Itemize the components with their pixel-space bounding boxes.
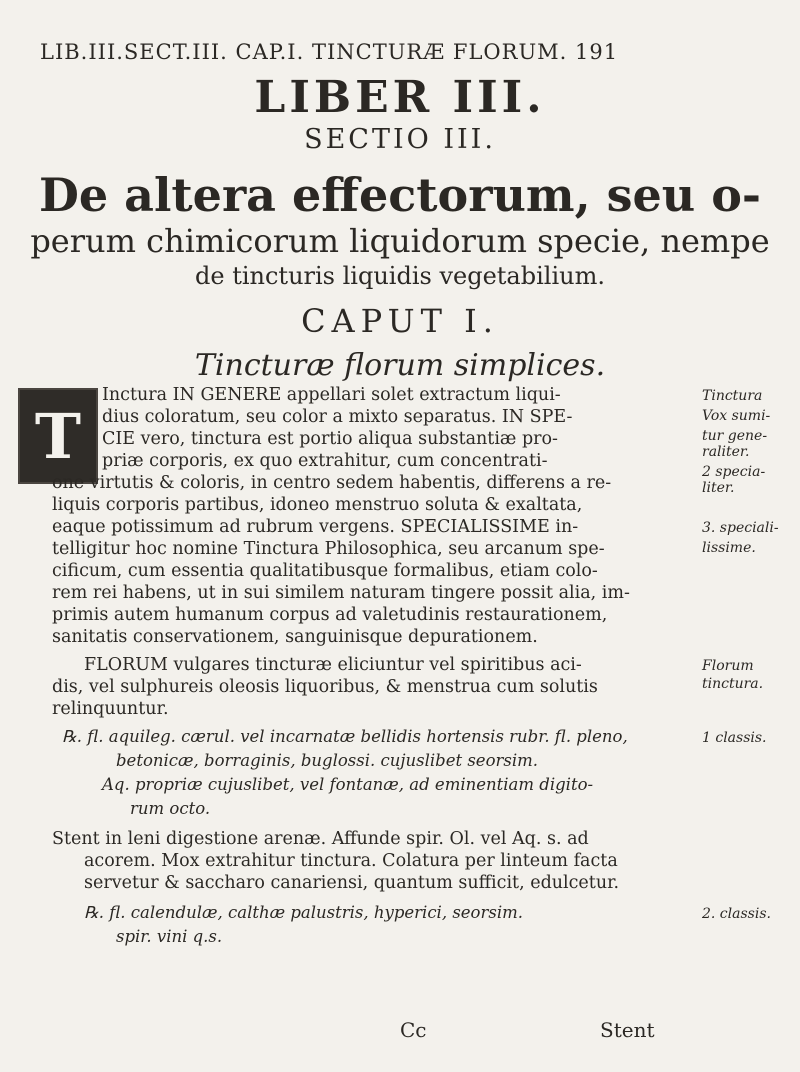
margin-note: tur gene-	[702, 428, 768, 444]
body-line: relinquuntur.	[52, 699, 169, 719]
margin-note: liter.	[702, 480, 735, 496]
body-line: FLORUM vulgares tincturæ eliciuntur vel spiritibus aci-	[84, 655, 582, 675]
body-line: dis, vel sulphureis oleosis liquoribus, & menstrua cum solutis	[52, 677, 598, 697]
body-line: rem rei habens, ut in sui similem naturam tingere possit alia, im-	[52, 583, 630, 603]
chapter-heading: CAPUT I.	[301, 302, 499, 340]
body-line: Stent in leni digestione arenæ. Affunde spir. Ol. vel Aq. s. ad	[52, 829, 589, 849]
body-line: sanitatis conservationem, sanguinisque depurationem.	[52, 627, 538, 647]
body-line: dius coloratum, seu color a mixto separatus. IN SPE-	[102, 407, 573, 427]
recipe-line: ℞. fl. calendulæ, calthæ palustris, hyperici, seorsim.	[84, 903, 524, 922]
catchword: Stent	[600, 1018, 655, 1042]
recipe-line: spir. vini q.s.	[116, 927, 223, 946]
recipe-line: ℞. fl. aquileg. cærul. vel incarnatæ bellidis hortensis rubr. fl. pleno,	[62, 727, 628, 746]
margin-note: Florum	[702, 658, 754, 674]
title-line-3: de tincturis liquidis vegetabilium.	[195, 262, 605, 290]
title-line-2: perum chimicorum liquidorum specie, nempe	[30, 222, 770, 260]
margin-note: lissime.	[702, 540, 756, 556]
body-line: cificum, cum essentia qualitatibusque formalibus, etiam colo-	[52, 561, 598, 581]
margin-note: raliter.	[702, 444, 750, 460]
recipe-line: Aq. propriæ cujuslibet, vel fontanæ, ad eminentiam digito-	[102, 775, 594, 794]
recipe-line: betonicæ, borraginis, buglossi. cujuslibet seorsim.	[116, 751, 539, 770]
body-line: CIE vero, tinctura est portio aliqua substantiæ pro-	[102, 429, 558, 449]
margin-note: Tinctura	[702, 388, 763, 404]
body-line: priæ corporis, ex quo extrahitur, cum concentrati-	[102, 451, 548, 471]
decorated-initial: T	[18, 388, 98, 484]
body-line: acorem. Mox extrahitur tinctura. Colatura per linteum facta	[84, 851, 618, 871]
body-line: eaque potissimum ad rubrum vergens. SPECIALISSIME in-	[52, 517, 579, 537]
margin-note: Vox sumi-	[702, 408, 771, 424]
signature-mark: Cc	[400, 1018, 427, 1042]
recipe-line: rum octo.	[130, 799, 211, 818]
margin-note: 3. speciali-	[702, 520, 779, 536]
body-line: primis autem humanum corpus ad valetudinis restaurationem,	[52, 605, 608, 625]
title-line-1: De altera effectorum, seu o-	[38, 168, 762, 222]
body-line: liquis corporis partibus, idoneo menstruo soluta & exaltata,	[52, 495, 583, 515]
section-heading: SECTIO III.	[304, 124, 496, 155]
book-heading: LIBER III.	[254, 72, 546, 123]
running-head: LIB.III.SECT.III. CAP.I. TINCTURÆ FLORUM. 191	[40, 40, 619, 64]
body-line: servetur & saccharo canariensi, quantum sufficit, edulcetur.	[84, 873, 620, 893]
chapter-subtitle: Tincturæ florum simplices.	[194, 348, 606, 383]
body-line: Inctura IN GENERE appellari solet extractum liqui-	[102, 385, 561, 405]
margin-note: 1 classis.	[702, 730, 767, 746]
margin-note: tinctura.	[702, 676, 764, 692]
margin-note: 2 specia-	[702, 464, 766, 480]
body-line: one virtutis & coloris, in centro sedem habentis, differens a re-	[52, 473, 612, 493]
body-line: telligitur hoc nomine Tinctura Philosophica, seu arcanum spe-	[52, 539, 605, 559]
margin-note: 2. classis.	[702, 906, 771, 922]
